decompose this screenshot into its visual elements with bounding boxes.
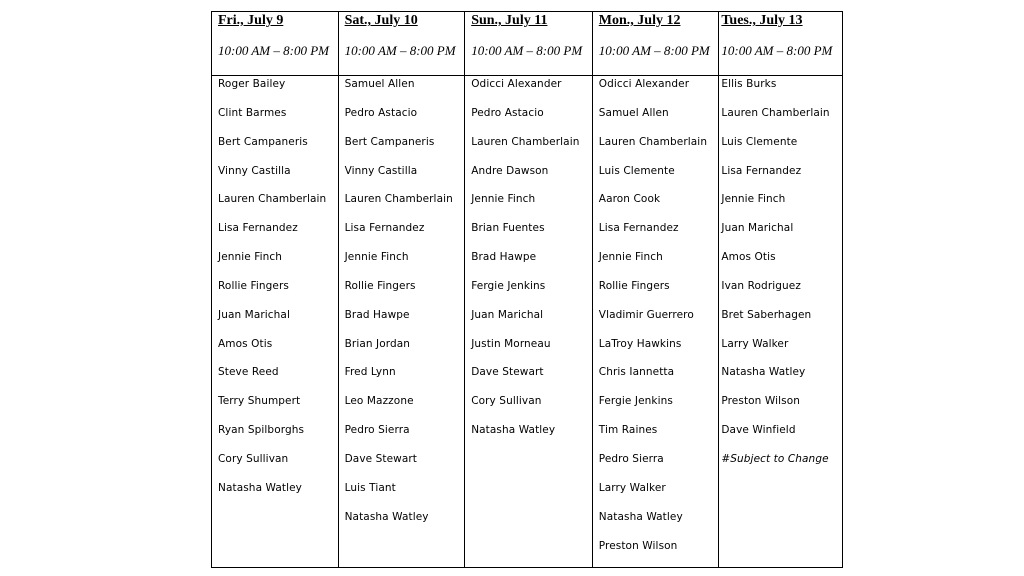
name-list: [339, 76, 465, 539]
name-list-item: Rollie Fingers: [218, 279, 289, 292]
name-list-item: Amos Otis: [721, 251, 776, 264]
day-column-sat: [339, 12, 466, 567]
name-list-item: Roger Bailey: [218, 78, 286, 90]
name-list: [465, 76, 592, 452]
name-list-item: Juan Marichal: [218, 308, 290, 321]
column-header: [212, 12, 338, 76]
name-list-item: Juan Marichal: [471, 308, 544, 321]
name-list-item: Preston Wilson: [598, 539, 678, 552]
name-list-item: LaTroy Hawkins: [598, 337, 682, 350]
name-list-item: Lisa Fernandez: [721, 164, 802, 177]
name-list-item: Natasha Watley: [344, 510, 429, 523]
name-list-item: Dave Winfield: [721, 424, 796, 437]
column-header: [719, 12, 842, 76]
name-list-item: Samuel Allen: [598, 106, 669, 119]
name-list-item: Fergie Jenkins: [598, 395, 673, 408]
name-list-item: Natasha Watley: [598, 510, 683, 523]
name-list-item: Lauren Chamberlain: [344, 193, 453, 206]
day-column-fri: [212, 12, 339, 567]
name-list-item: Justin Morneau: [471, 337, 551, 350]
name-list-item: Andre Dawson: [471, 164, 549, 177]
name-list-item: Larry Walker: [721, 337, 789, 350]
name-list-item: Ellis Burks: [721, 78, 777, 90]
name-list-item: Odicci Alexander: [471, 78, 562, 90]
name-list-item: Lisa Fernandez: [598, 222, 679, 235]
name-list-item: Preston Wilson: [721, 395, 801, 408]
name-list-item: Bert Campaneris: [218, 135, 308, 148]
day-heading: Tues., July 13: [721, 13, 803, 28]
subject-to-change-note: #Subject to Change: [721, 452, 829, 465]
name-list-item: Juan Marichal: [721, 222, 794, 235]
name-list-item: Jennie Finch: [344, 251, 409, 264]
name-list-item: Pedro Astacio: [344, 106, 418, 119]
name-list-item: Aaron Cook: [598, 193, 661, 206]
name-list-item: Chris Iannetta: [598, 366, 675, 379]
column-header: [339, 12, 465, 76]
name-list-item: Odicci Alexander: [598, 78, 690, 90]
name-list-item: Brian Fuentes: [471, 222, 545, 235]
name-list-item: Natasha Watley: [218, 481, 302, 494]
name-list-item: Bert Campaneris: [344, 135, 435, 148]
day-heading: Sun., July 11: [471, 13, 548, 28]
name-list: [212, 76, 338, 510]
hours-text: 10:00 AM – 8:00 PM: [471, 43, 583, 58]
name-list-item: Luis Clemente: [721, 135, 798, 148]
hours-text: 10:00 AM – 8:00 PM: [218, 43, 329, 58]
schedule-table: [211, 11, 843, 568]
name-list-item: Pedro Astacio: [471, 106, 544, 119]
name-list-item: Fred Lynn: [344, 366, 396, 379]
name-list-item: Leo Mazzone: [344, 395, 414, 408]
name-list-item: Pedro Sierra: [344, 424, 410, 437]
day-column-sun: [465, 12, 593, 567]
name-list-item: Amos Otis: [218, 337, 273, 350]
name-list-item: Rollie Fingers: [344, 279, 416, 292]
name-list-item: Lauren Chamberlain: [598, 135, 708, 148]
name-list-item: Cory Sullivan: [218, 452, 289, 465]
name-list-item: Cory Sullivan: [471, 395, 542, 408]
day-heading: Mon., July 12: [598, 13, 681, 28]
name-list-item: Natasha Watley: [471, 424, 556, 437]
name-list-item: Vinny Castilla: [344, 164, 418, 177]
hours-text: 10:00 AM – 8:00 PM: [721, 43, 833, 58]
column-header: [465, 12, 592, 76]
day-heading: Fri., July 9: [218, 13, 284, 28]
name-list-item: Samuel Allen: [344, 78, 415, 90]
name-list-item: Ryan Spilborghs: [218, 424, 305, 437]
name-list-item: Rollie Fingers: [598, 279, 670, 292]
name-list-item: Jennie Finch: [598, 251, 663, 264]
hours-text: 10:00 AM – 8:00 PM: [344, 43, 456, 58]
name-list-item: Jennie Finch: [721, 193, 786, 206]
name-list-item: Tim Raines: [598, 424, 658, 437]
name-list-item: Steve Reed: [218, 366, 279, 379]
day-column-mon: [593, 12, 720, 567]
name-list-item: Bret Saberhagen: [721, 308, 812, 321]
name-list-item: Fergie Jenkins: [471, 279, 546, 292]
name-list-item: Ivan Rodriguez: [721, 279, 801, 292]
name-list-item: Jennie Finch: [218, 251, 283, 264]
name-list-item: Pedro Sierra: [598, 452, 664, 465]
name-list-item: Lisa Fernandez: [218, 222, 298, 235]
name-list-item: Lauren Chamberlain: [721, 106, 830, 119]
name-list-item: Natasha Watley: [721, 366, 806, 379]
name-list: [719, 76, 842, 481]
day-heading: Sat., July 10: [344, 13, 418, 28]
name-list-item: Brad Hawpe: [471, 251, 537, 264]
name-list-item: Lisa Fernandez: [344, 222, 425, 235]
name-list-item: Vinny Castilla: [218, 164, 291, 177]
name-list-item: Luis Clemente: [598, 164, 675, 177]
name-list-item: Clint Barmes: [218, 106, 287, 119]
column-header: [593, 12, 719, 76]
name-list-item: Lauren Chamberlain: [218, 193, 327, 206]
name-list-item: Luis Tiant: [344, 481, 396, 494]
name-list-item: Jennie Finch: [471, 193, 536, 206]
name-list-item: Dave Stewart: [344, 452, 418, 465]
name-list-item: Dave Stewart: [471, 366, 544, 379]
day-column-tues: [719, 12, 842, 567]
name-list-item: Lauren Chamberlain: [471, 135, 580, 148]
hours-text: 10:00 AM – 8:00 PM: [598, 43, 710, 58]
name-list-item: Vladimir Guerrero: [598, 308, 694, 321]
name-list-item: Terry Shumpert: [218, 395, 301, 408]
name-list: [593, 76, 719, 567]
name-list-item: Larry Walker: [598, 481, 666, 494]
name-list-item: Brian Jordan: [344, 337, 411, 350]
name-list-item: Brad Hawpe: [344, 308, 410, 321]
